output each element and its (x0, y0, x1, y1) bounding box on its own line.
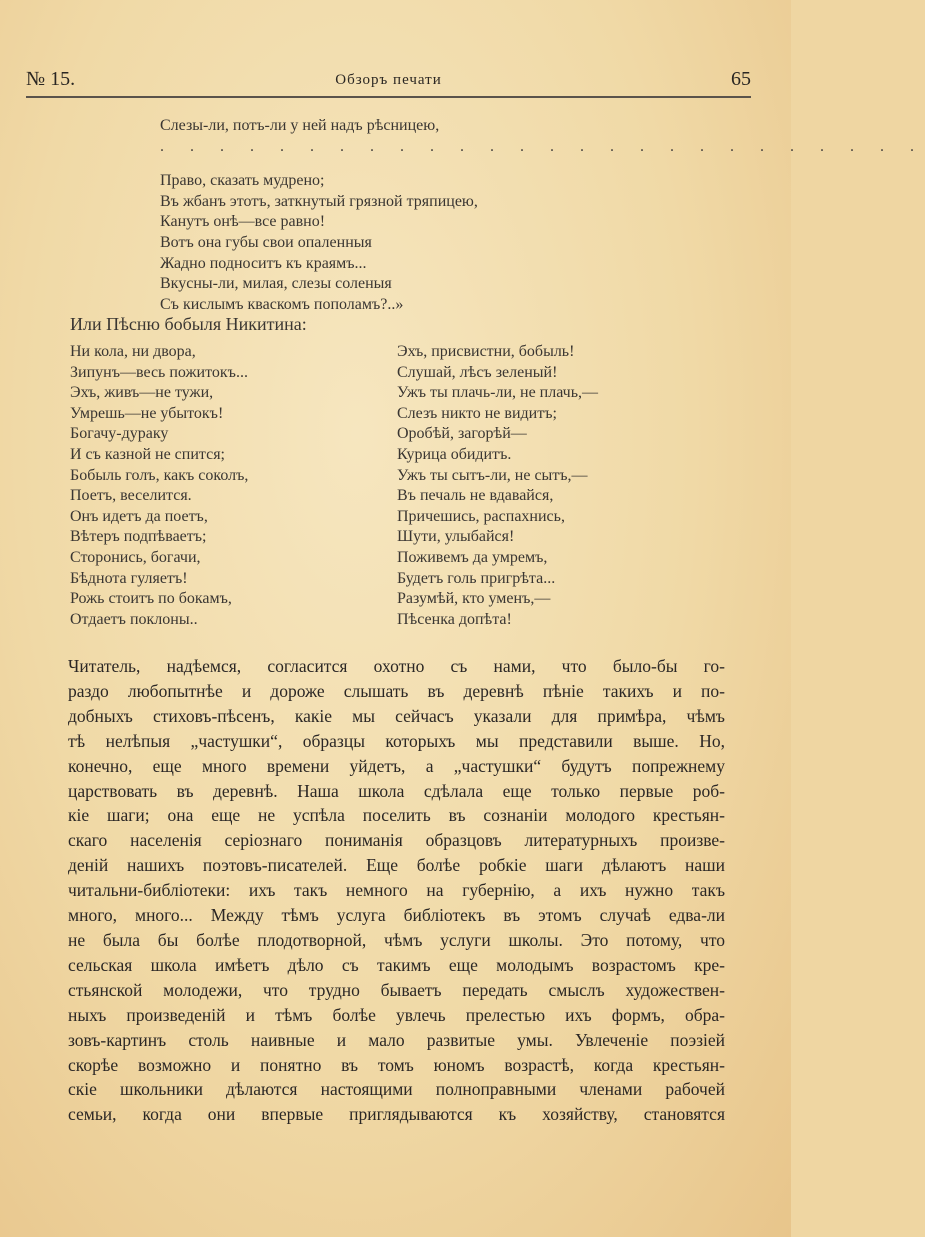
text-line: скаго населенія серіознаго пониманія образцовъ литературныхъ произве- (68, 830, 725, 851)
stanza-gap (160, 157, 925, 171)
poem-line: Бѣднота гуляетъ! (70, 569, 188, 587)
poem-line: Слезы-ли, потъ-ли у ней надъ рѣсницею, (160, 117, 440, 134)
poem-line: Будетъ голь пригрѣта... (397, 569, 556, 587)
poem-line: Канутъ онѣ—все равно! (160, 213, 326, 231)
text-line: конечно, еще много времени уйдетъ, а „частушки“ будутъ попрежнему (68, 755, 725, 776)
text-line: тѣ нелѣпыя „частушки“, образцы которыхъ мы представили выше. Но, (68, 730, 725, 751)
poem-line: Вѣтеръ подпѣваетъ; (70, 528, 207, 546)
poem-line: Ни кола, ни двора, (70, 343, 196, 360)
poem-line: Въ жбанъ этотъ, заткнутый грязной тряпицею, (160, 192, 478, 210)
poem-line: Рожь стоитъ по бокамъ, (70, 590, 232, 608)
poem-line: Зипунъ—весь пожитокъ... (70, 363, 248, 381)
text-line: царствовать въ деревнѣ. Наша школа сдѣлала еще только первые роб- (68, 780, 725, 801)
text-line: Читатель, надѣемся, согласится охотно съ нами, что было-бы го- (68, 656, 725, 676)
poem-line: Въ печаль не вдавайся, (397, 487, 554, 505)
poem-line: Отдаетъ поклоны.. (70, 610, 198, 628)
poem-excerpt-1 (160, 116, 925, 315)
poem-line: Онъ идетъ да поетъ, (70, 507, 208, 525)
poem-line: Слезъ никто не видитъ; (397, 404, 557, 422)
poem-line: Вотъ она губы свои опаленныя (160, 233, 372, 251)
text-line: скорѣе возможно и понятно въ томъ юномъ возрастѣ, когда крестьян- (68, 1054, 725, 1075)
poem-line: Эхъ, присвистни, бобыль! (397, 343, 575, 360)
poem-line: Разумѣй, кто уменъ,— (397, 590, 551, 608)
ellipsis-dots: . . . . . . . . . . . . . . . . . . . . . . . . . . (160, 137, 925, 155)
text-line: стьянской молодежи, что трудно бываетъ передать смыслъ художествен- (68, 979, 725, 1000)
poem-intro-line: Или Пѣсню бобыля Никитина: (70, 314, 307, 334)
poem-line: Пѣсенка допѣта! (397, 610, 512, 628)
poem-line: Ужъ ты плачь-ли, не плачь,— (397, 384, 599, 402)
body-paragraph (68, 654, 725, 1127)
poem-line: Богачу-дураку (70, 425, 169, 443)
poem-line: Сторонись, богачи, (70, 548, 201, 566)
poem-line: Жадно подноситъ къ краямъ... (160, 254, 367, 272)
page-number: 65 (731, 68, 751, 90)
text-line: зовъ-картинъ столь наивные и мало развитые умы. Увлеченіе поэзіей (68, 1029, 725, 1050)
poem-line: Курица обидитъ. (397, 445, 512, 463)
text-line: читальни-библіотеки: ихъ такъ немного на губернію, а ихъ нужно такъ (68, 880, 725, 901)
poem-line: Право, сказать мудрено; (160, 172, 325, 190)
page-header (26, 66, 751, 98)
text-line: добныхъ стиховъ-пѣсенъ, какіе мы сейчасъ указали для примѣра, чѣмъ (68, 705, 725, 726)
text-line: много, много... Между тѣмъ услуга библіотекъ въ этомъ случаѣ едва-ли (68, 905, 725, 926)
poem-line: Эхъ, живъ—не тужи, (70, 384, 214, 402)
text-line: семьи, когда они впервые приглядываются къ хозяйству, становятся (68, 1104, 725, 1125)
text-line: сельская школа имѣетъ дѣло съ такимъ еще молодымъ возрастомъ кре- (68, 954, 725, 975)
poem-line: Ужъ ты сытъ-ли, не сытъ,— (397, 466, 588, 484)
text-line: деній нашихъ поэтовъ-писателей. Еще болѣе робкіе шаги дѣлаютъ наши (68, 855, 725, 876)
poem-line: Шути, улыбайся! (397, 528, 515, 546)
poem-right-column (397, 342, 598, 630)
running-title: Обзоръ печати (335, 72, 442, 88)
poem-line: Умрешь—не убытокъ! (70, 404, 224, 422)
text-line: кіе шаги; она еще не успѣла поселить въ сознаніи молодого крестьян- (68, 805, 725, 826)
poem-line: Бобыль голъ, какъ соколъ, (70, 466, 249, 484)
text-line: раздо любопытнѣе и дороже слышать въ деревнѣ пѣніе такихъ и по- (68, 680, 725, 701)
poem-line: Вкусны-ли, милая, слезы соленыя (160, 275, 392, 293)
poem-left-column (70, 342, 248, 630)
text-line: скіе школьники дѣлаются настоящими полноправными членами рабочей (68, 1079, 725, 1100)
poem-line: Оробѣй, загорѣй— (397, 425, 527, 443)
issue-number: № 15. (26, 68, 76, 90)
poem-line: Поживемъ да умремъ, (397, 548, 548, 566)
poem-line: Поетъ, веселится. (70, 487, 192, 505)
poem-line: Съ кислымъ кваскомъ пополамъ?..» (160, 295, 404, 313)
poem-line: И съ казной не спится; (70, 445, 225, 463)
text-line: не была бы болѣе плодотворной, чѣмъ услуги школы. Это потому, что (68, 929, 725, 950)
poem-line: Слушай, лѣсъ зеленый! (397, 363, 558, 381)
text-line: ныхъ произведеній и тѣмъ болѣе увлечь прелестью ихъ формъ, обра- (68, 1004, 725, 1025)
poem-line: Причешись, распахнись, (397, 507, 565, 525)
